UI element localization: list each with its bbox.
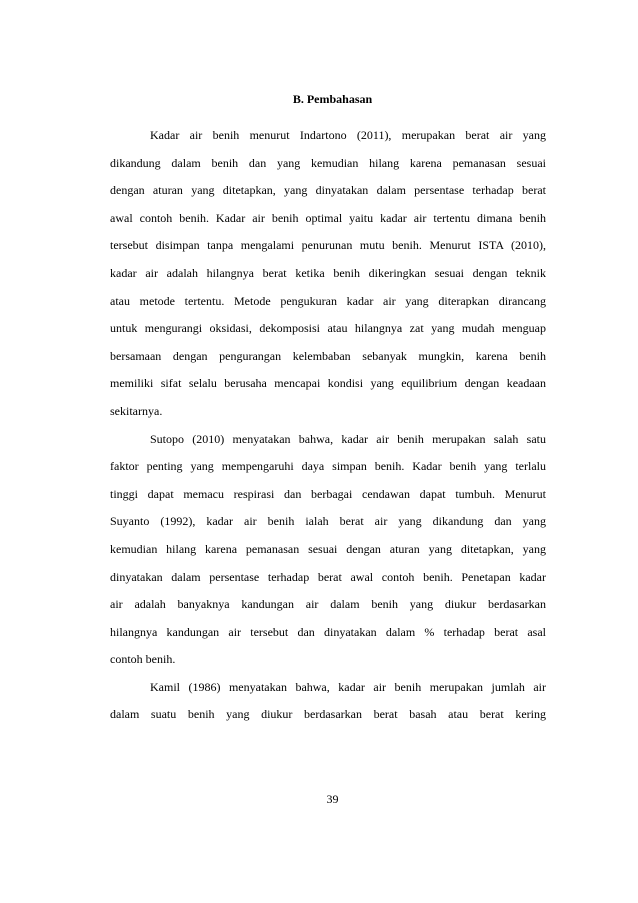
paragraph-1-line: untuk mengurangi oksidasi, dekomposisi atau hilangnya zat yang mudah menguap bbox=[110, 321, 546, 336]
paragraph-1-line: tersebut disimpan tanpa mengalami penurunan mutu benih. Menurut ISTA (2010), bbox=[110, 238, 546, 253]
paragraph-2-line: Suyanto (1992), kadar air benih ialah berat air yang dikandung dan yang bbox=[110, 514, 546, 529]
section-heading: B. Pembahasan bbox=[292, 92, 373, 106]
paragraph-1-line: awal contoh benih. Kadar air benih optimal yaitu kadar air tertentu dimana benih bbox=[110, 210, 546, 225]
paragraph-2-line: hilangnya kandungan air tersebut dan dinyatakan dalam % terhadap berat asal bbox=[110, 624, 546, 639]
paragraph-1-line: sekitarnya. bbox=[110, 403, 163, 418]
paragraph-3-line: dalam suatu benih yang diukur berdasarkan berat basah atau berat kering bbox=[110, 707, 546, 722]
paragraph-1-line: bersamaan dengan pengurangan kelembaban sebanyak mungkin, karena benih bbox=[110, 348, 546, 363]
body-text bbox=[110, 122, 546, 729]
paragraph-1-line: kadar air adalah hilangnya berat ketika benih dikeringkan sesuai dengan teknik bbox=[110, 265, 546, 280]
paragraph-2-line: faktor penting yang mempengaruhi daya simpan benih. Kadar benih yang terlalu bbox=[110, 459, 546, 474]
paragraph-2-line: air adalah banyaknya kandungan air dalam benih yang diukur berdasarkan bbox=[110, 597, 546, 612]
paragraph-2-line: Sutopo (2010) menyatakan bahwa, kadar air benih merupakan salah satu bbox=[150, 431, 546, 446]
paragraph-1-line: dengan aturan yang ditetapkan, yang dinyatakan dalam persentase terhadap berat bbox=[110, 183, 546, 198]
paragraph-1-line: dikandung dalam benih dan yang kemudian hilang karena pemanasan sesuai bbox=[110, 155, 546, 170]
paragraph-1-line: Kadar air benih menurut Indartono (2011), merupakan berat air yang bbox=[150, 128, 546, 142]
paragraph-2-line: contoh benih. bbox=[110, 652, 176, 667]
paragraph-3-line: Kamil (1986) menyatakan bahwa, kadar air benih merupakan jumlah air bbox=[150, 679, 546, 694]
paragraph-2-line: kemudian hilang karena pemanasan sesuai dengan aturan yang ditetapkan, yang bbox=[110, 541, 546, 556]
paragraph-1-line: memiliki sifat selalu berusaha mencapai kondisi yang equilibrium dengan keadaan bbox=[110, 376, 546, 391]
page-number: 39 bbox=[326, 792, 339, 806]
paragraph-2-line: dinyatakan dalam persentase terhadap berat awal contoh benih. Penetapan kadar bbox=[110, 569, 546, 584]
paragraph-2-line: tinggi dapat memacu respirasi dan berbagai cendawan dapat tumbuh. Menurut bbox=[110, 486, 546, 501]
paragraph-1-line: atau metode tertentu. Metode pengukuran kadar air yang diterapkan dirancang bbox=[110, 293, 546, 308]
